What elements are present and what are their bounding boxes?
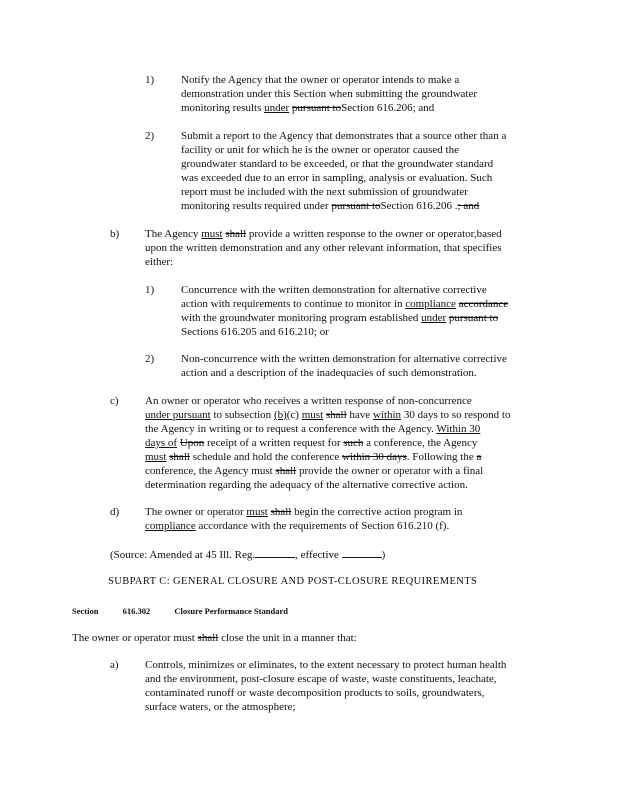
deleted-text: shall — [275, 465, 297, 477]
item-label: 1) — [145, 284, 155, 296]
item-label: a) — [110, 659, 119, 671]
deleted-text: within 30 days — [342, 451, 407, 463]
item-label: 2) — [145, 130, 155, 142]
text-line: monitoring results required under pursuant toSection 616.206 .; and — [181, 200, 480, 212]
inserted-text: within — [372, 409, 402, 421]
deleted-text: accordance — [458, 298, 509, 310]
inserted-text: (b) — [273, 409, 287, 421]
intro-line: The owner or operator must shall close the unit in a manner that: — [72, 632, 357, 644]
text-line: conference, the Agency must shall provide the owner or operator with a final — [145, 465, 484, 477]
text-line: was exceeded due to an error in sampling, analysis or evaluation. Such — [181, 172, 493, 184]
text-line: with the groundwater monitoring program established under pursuant to — [181, 312, 499, 324]
text-line: Controls, minimizes or eliminates, to the extent necessary to protect human health — [145, 659, 507, 671]
deleted-text: such — [343, 437, 364, 449]
item-label: 1) — [145, 74, 155, 86]
inserted-text: must — [201, 228, 223, 240]
inserted-text: must — [301, 409, 324, 421]
text-line: either: — [145, 256, 174, 268]
item-label: d) — [110, 506, 120, 518]
deleted-text: shall — [225, 228, 247, 240]
text-line: the Agency in writing or to request a conference with the Agency. Within 30 — [145, 423, 481, 435]
text-line: facility or unit for which he is the owner or operator caused the — [181, 144, 459, 156]
inserted-text: under — [145, 409, 171, 421]
text-line: contaminated runoff or waste decomposition products to soils, groundwaters, — [145, 687, 485, 699]
deleted-text: ; and — [457, 200, 480, 212]
inserted-text: must — [145, 451, 167, 463]
text-line: upon the written demonstration and any other relevant information, that specifies — [145, 242, 502, 254]
deleted-text: shall — [270, 506, 292, 518]
text-line: monitoring results under pursuant toSection 616.206; and — [181, 102, 435, 114]
section-heading — [72, 604, 288, 618]
item-label: b) — [110, 228, 120, 240]
inserted-text: pursuant — [170, 409, 211, 421]
item-label: c) — [110, 395, 119, 407]
inserted-text: compliance — [145, 520, 196, 532]
inserted-text: must — [246, 506, 268, 518]
text-line: action and a description of the inadequacies of such demonstration. — [181, 367, 477, 379]
section-label: Section — [72, 606, 99, 616]
text-line: The Agency must shall provide a written response to the owner or operator,based — [145, 228, 502, 240]
deleted-text: pursuant to — [331, 200, 381, 212]
inserted-text: under — [264, 102, 290, 114]
section-number: 616.302 — [122, 606, 151, 616]
text-line: determination regarding the adequacy of the alternative corrective action. — [145, 479, 468, 491]
deleted-text: pursuant to — [291, 102, 342, 114]
inserted-text: under — [421, 312, 447, 324]
deleted-text: pursuant to — [448, 312, 499, 324]
deleted-text: shall — [197, 632, 219, 644]
text-line: and the environment, post-closure escape of waste, waste constituents, leachate, — [145, 673, 497, 685]
text-line: Sections 616.205 and 616.210; or — [181, 326, 329, 338]
section-title: Closure Performance Standard — [174, 606, 288, 616]
inserted-text: Within 30 — [436, 423, 481, 435]
text-line: compliance accordance with the requirements of Section 616.210 (f). — [145, 520, 450, 532]
inserted-text: days of — [145, 437, 178, 449]
text-line: must shall schedule and hold the conference within 30 days. Following the a — [145, 451, 482, 463]
deleted-text: shall — [169, 451, 190, 463]
text-line: days of Upon receipt of a written request for such a conference, the Agency — [145, 437, 478, 449]
text-line: action with requirements to continue to monitor in compliance accordance — [181, 298, 509, 310]
text-line: groundwater standard to be exceeded, or that the groundwater standard — [181, 158, 494, 170]
text-line: Concurrence with the written demonstration for alternative corrective — [181, 284, 487, 296]
text-line: Notify the Agency that the owner or operator intends to make a — [181, 74, 460, 86]
blank-line — [255, 547, 295, 558]
deleted-text: a — [476, 451, 482, 463]
deleted-text: shall — [325, 409, 347, 421]
blank-line — [342, 547, 382, 558]
text-line: demonstration under this Section when submitting the groundwater — [181, 88, 478, 100]
item-label: 2) — [145, 353, 155, 365]
text-line: Submit a report to the Agency that demonstrates that a source other than a — [181, 130, 507, 142]
text-line: The owner or operator must shall begin the corrective action program in — [145, 506, 463, 518]
inserted-text: compliance — [405, 298, 456, 310]
text-line: report must be included with the next submission of groundwater — [181, 186, 468, 198]
text-line: under pursuant to subsection (b)(c) must shall have within 30 days to so respond to — [145, 409, 511, 421]
text-line: surface waters, or the atmosphere; — [145, 701, 296, 713]
source-note: (Source: Amended at 45 Ill. Reg. , effective ) — [110, 549, 386, 561]
deleted-text: Upon — [179, 437, 205, 449]
text-line: Non-concurrence with the written demonstration for alternative corrective — [181, 353, 507, 365]
subpart-heading: SUBPART C: GENERAL CLOSURE AND POST-CLOSURE REQUIREMENTS — [108, 576, 478, 587]
text-line: An owner or operator who receives a written response of non-concurrence — [145, 395, 472, 407]
